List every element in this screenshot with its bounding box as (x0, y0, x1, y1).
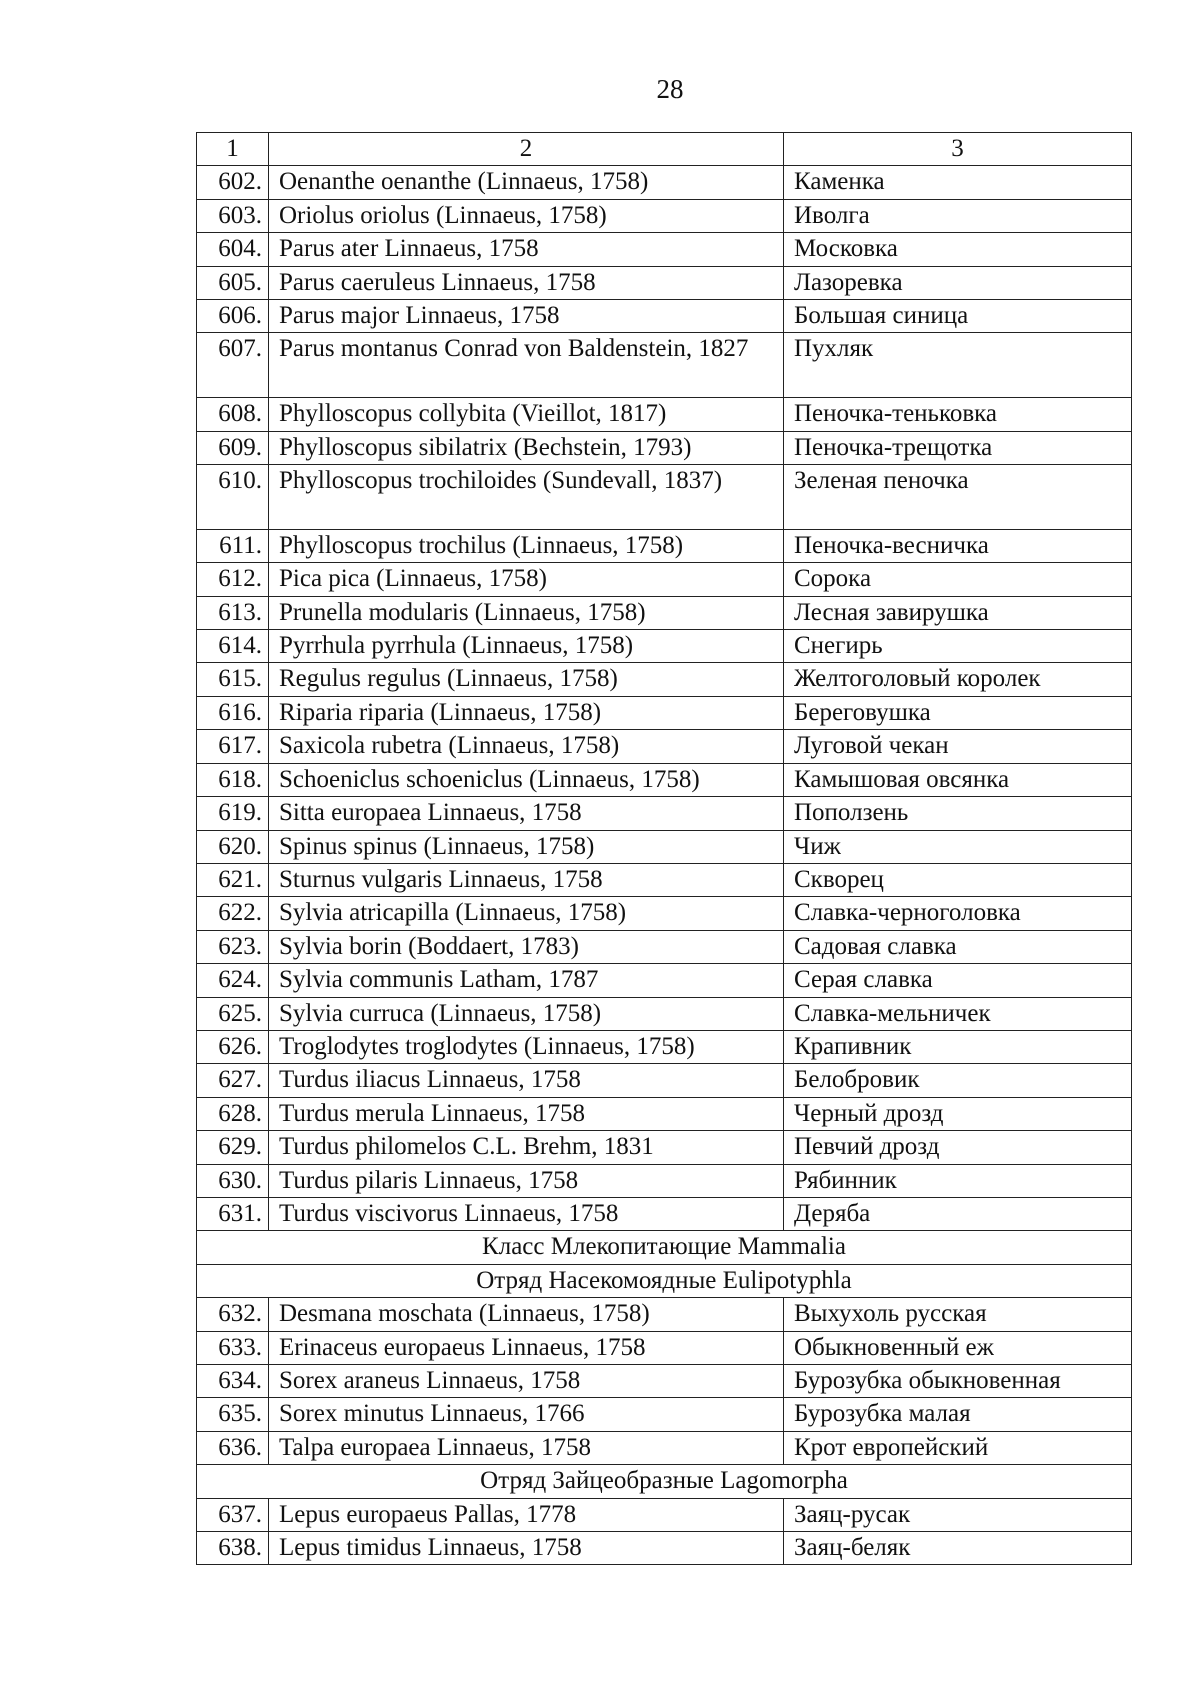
row-number-cell: 606. (197, 300, 269, 333)
header-cell-latin: 2 (269, 133, 784, 166)
table-row (197, 300, 1132, 333)
table-row (197, 199, 1132, 232)
latin-name-cell: Sturnus vulgaris Linnaeus, 1758 (269, 863, 784, 896)
russian-name-cell: Пухляк (784, 333, 1132, 398)
latin-name-cell: Prunella modularis (Linnaeus, 1758) (269, 596, 784, 629)
russian-name-cell: Зеленая пеночка (784, 465, 1132, 530)
table-row (197, 1131, 1132, 1164)
russian-name-cell: Камышовая овсянка (784, 763, 1132, 796)
order-heading-row (197, 1264, 1132, 1297)
table-row (197, 1298, 1132, 1331)
russian-name-cell: Белобровик (784, 1064, 1132, 1097)
row-number-cell: 617. (197, 730, 269, 763)
row-number-cell: 636. (197, 1431, 269, 1464)
row-number-cell: 613. (197, 596, 269, 629)
latin-name-cell: Parus caeruleus Linnaeus, 1758 (269, 266, 784, 299)
russian-name-cell: Крот европейский (784, 1431, 1132, 1464)
order-heading: Отряд Насекомоядные Eulipotyphla (197, 1264, 1132, 1297)
latin-name-cell: Parus montanus Conrad von Baldenstein, 1827 (269, 333, 784, 398)
latin-name-cell: Spinus spinus (Linnaeus, 1758) (269, 830, 784, 863)
table-row (197, 1030, 1132, 1063)
table-row (197, 763, 1132, 796)
russian-name-cell: Большая синица (784, 300, 1132, 333)
row-number-cell: 623. (197, 930, 269, 963)
latin-name-cell: Sitta europaea Linnaeus, 1758 (269, 797, 784, 830)
table-row (197, 1331, 1132, 1364)
row-number-cell: 611. (197, 529, 269, 562)
class-heading: Класс Млекопитающие Mammalia (197, 1231, 1132, 1264)
row-number-cell: 614. (197, 630, 269, 663)
table-row (197, 465, 1132, 530)
russian-name-cell: Желтоголовый королек (784, 663, 1132, 696)
table-row (197, 333, 1132, 398)
species-table-body (197, 133, 1132, 1565)
russian-name-cell: Славка-черноголовка (784, 897, 1132, 930)
row-number-cell: 634. (197, 1365, 269, 1398)
latin-name-cell: Parus major Linnaeus, 1758 (269, 300, 784, 333)
header-cell-russian: 3 (784, 133, 1132, 166)
table-row (197, 964, 1132, 997)
row-number-cell: 631. (197, 1197, 269, 1230)
row-number-cell: 609. (197, 431, 269, 464)
row-number-cell: 627. (197, 1064, 269, 1097)
russian-name-cell: Лесная завирушка (784, 596, 1132, 629)
russian-name-cell: Лазоревка (784, 266, 1132, 299)
russian-name-cell: Рябинник (784, 1164, 1132, 1197)
latin-name-cell: Troglodytes troglodytes (Linnaeus, 1758) (269, 1030, 784, 1063)
table-row (197, 830, 1132, 863)
russian-name-cell: Московка (784, 233, 1132, 266)
russian-name-cell: Чиж (784, 830, 1132, 863)
latin-name-cell: Phylloscopus trochilus (Linnaeus, 1758) (269, 529, 784, 562)
row-number-cell: 637. (197, 1498, 269, 1531)
row-number-cell: 608. (197, 398, 269, 431)
latin-name-cell: Oriolus oriolus (Linnaeus, 1758) (269, 199, 784, 232)
table-row (197, 1097, 1132, 1130)
russian-name-cell: Луговой чекан (784, 730, 1132, 763)
russian-name-cell: Заяц-русак (784, 1498, 1132, 1531)
row-number-cell: 620. (197, 830, 269, 863)
table-row (197, 663, 1132, 696)
row-number-cell: 610. (197, 465, 269, 530)
row-number-cell: 618. (197, 763, 269, 796)
latin-name-cell: Riparia riparia (Linnaeus, 1758) (269, 696, 784, 729)
row-number-cell: 630. (197, 1164, 269, 1197)
order-heading: Отряд Зайцеобразные Lagomorpha (197, 1465, 1132, 1498)
latin-name-cell: Pica pica (Linnaeus, 1758) (269, 563, 784, 596)
russian-name-cell: Пеночка-теньковка (784, 398, 1132, 431)
russian-name-cell: Черный дрозд (784, 1097, 1132, 1130)
table-row (197, 863, 1132, 896)
row-number-cell: 621. (197, 863, 269, 896)
latin-name-cell: Sylvia curruca (Linnaeus, 1758) (269, 997, 784, 1030)
table-row (197, 596, 1132, 629)
row-number-cell: 603. (197, 199, 269, 232)
order-heading-row (197, 1465, 1132, 1498)
latin-name-cell: Oenanthe oenanthe (Linnaeus, 1758) (269, 166, 784, 199)
table-row (197, 266, 1132, 299)
row-number-cell: 612. (197, 563, 269, 596)
table-row (197, 398, 1132, 431)
table-row (197, 431, 1132, 464)
russian-name-cell: Заяц-беляк (784, 1532, 1132, 1565)
table-row (197, 630, 1132, 663)
russian-name-cell: Славка-мельничек (784, 997, 1132, 1030)
table-row (197, 1498, 1132, 1531)
header-cell-number: 1 (197, 133, 269, 166)
row-number-cell: 625. (197, 997, 269, 1030)
russian-name-cell: Обыкновенный еж (784, 1331, 1132, 1364)
table-row (197, 1365, 1132, 1398)
row-number-cell: 622. (197, 897, 269, 930)
row-number-cell: 619. (197, 797, 269, 830)
russian-name-cell: Сорока (784, 563, 1132, 596)
latin-name-cell: Turdus pilaris Linnaeus, 1758 (269, 1164, 784, 1197)
table-row (197, 233, 1132, 266)
row-number-cell: 624. (197, 964, 269, 997)
table-row (197, 563, 1132, 596)
latin-name-cell: Erinaceus europaeus Linnaeus, 1758 (269, 1331, 784, 1364)
latin-name-cell: Phylloscopus collybita (Vieillot, 1817) (269, 398, 784, 431)
row-number-cell: 629. (197, 1131, 269, 1164)
latin-name-cell: Saxicola rubetra (Linnaeus, 1758) (269, 730, 784, 763)
latin-name-cell: Sorex minutus Linnaeus, 1766 (269, 1398, 784, 1431)
header-row (197, 133, 1132, 166)
table-row (197, 730, 1132, 763)
latin-name-cell: Sorex araneus Linnaeus, 1758 (269, 1365, 784, 1398)
table-row (197, 1398, 1132, 1431)
latin-name-cell: Turdus merula Linnaeus, 1758 (269, 1097, 784, 1130)
row-number-cell: 604. (197, 233, 269, 266)
latin-name-cell: Sylvia borin (Boddaert, 1783) (269, 930, 784, 963)
russian-name-cell: Пеночка-трещотка (784, 431, 1132, 464)
latin-name-cell: Lepus timidus Linnaeus, 1758 (269, 1532, 784, 1565)
latin-name-cell: Desmana moschata (Linnaeus, 1758) (269, 1298, 784, 1331)
species-table (196, 132, 1132, 1565)
table-row (197, 897, 1132, 930)
russian-name-cell: Поползень (784, 797, 1132, 830)
row-number-cell: 638. (197, 1532, 269, 1565)
russian-name-cell: Выхухоль русская (784, 1298, 1132, 1331)
russian-name-cell: Каменка (784, 166, 1132, 199)
russian-name-cell: Иволга (784, 199, 1132, 232)
russian-name-cell: Бурозубка малая (784, 1398, 1132, 1431)
latin-name-cell: Turdus philomelos C.L. Brehm, 1831 (269, 1131, 784, 1164)
table-row (197, 166, 1132, 199)
table-row (197, 1532, 1132, 1565)
russian-name-cell: Пеночка-весничка (784, 529, 1132, 562)
russian-name-cell: Певчий дрозд (784, 1131, 1132, 1164)
row-number-cell: 616. (197, 696, 269, 729)
table-row (197, 529, 1132, 562)
latin-name-cell: Talpa europaea Linnaeus, 1758 (269, 1431, 784, 1464)
table-row (197, 997, 1132, 1030)
row-number-cell: 635. (197, 1398, 269, 1431)
table-row (197, 797, 1132, 830)
class-heading-row (197, 1231, 1132, 1264)
latin-name-cell: Lepus europaeus Pallas, 1778 (269, 1498, 784, 1531)
latin-name-cell: Schoeniclus schoeniclus (Linnaeus, 1758) (269, 763, 784, 796)
row-number-cell: 602. (197, 166, 269, 199)
row-number-cell: 632. (197, 1298, 269, 1331)
row-number-cell: 607. (197, 333, 269, 398)
row-number-cell: 605. (197, 266, 269, 299)
table-row (197, 696, 1132, 729)
latin-name-cell: Phylloscopus sibilatrix (Bechstein, 1793) (269, 431, 784, 464)
latin-name-cell: Sylvia atricapilla (Linnaeus, 1758) (269, 897, 784, 930)
table-row (197, 930, 1132, 963)
row-number-cell: 615. (197, 663, 269, 696)
russian-name-cell: Скворец (784, 863, 1132, 896)
russian-name-cell: Бурозубка обыкновенная (784, 1365, 1132, 1398)
latin-name-cell: Phylloscopus trochiloides (Sundevall, 1837) (269, 465, 784, 530)
table-row (197, 1197, 1132, 1230)
russian-name-cell: Деряба (784, 1197, 1132, 1230)
russian-name-cell: Садовая славка (784, 930, 1132, 963)
latin-name-cell: Sylvia communis Latham, 1787 (269, 964, 784, 997)
latin-name-cell: Parus ater Linnaeus, 1758 (269, 233, 784, 266)
row-number-cell: 633. (197, 1331, 269, 1364)
russian-name-cell: Крапивник (784, 1030, 1132, 1063)
latin-name-cell: Regulus regulus (Linnaeus, 1758) (269, 663, 784, 696)
table-row (197, 1064, 1132, 1097)
latin-name-cell: Turdus iliacus Linnaeus, 1758 (269, 1064, 784, 1097)
russian-name-cell: Береговушка (784, 696, 1132, 729)
table-row (197, 1164, 1132, 1197)
latin-name-cell: Pyrrhula pyrrhula (Linnaeus, 1758) (269, 630, 784, 663)
row-number-cell: 628. (197, 1097, 269, 1130)
table-row (197, 1431, 1132, 1464)
page-number: 28 (656, 74, 684, 104)
latin-name-cell: Turdus viscivorus Linnaeus, 1758 (269, 1197, 784, 1230)
russian-name-cell: Снегирь (784, 630, 1132, 663)
row-number-cell: 626. (197, 1030, 269, 1063)
russian-name-cell: Серая славка (784, 964, 1132, 997)
